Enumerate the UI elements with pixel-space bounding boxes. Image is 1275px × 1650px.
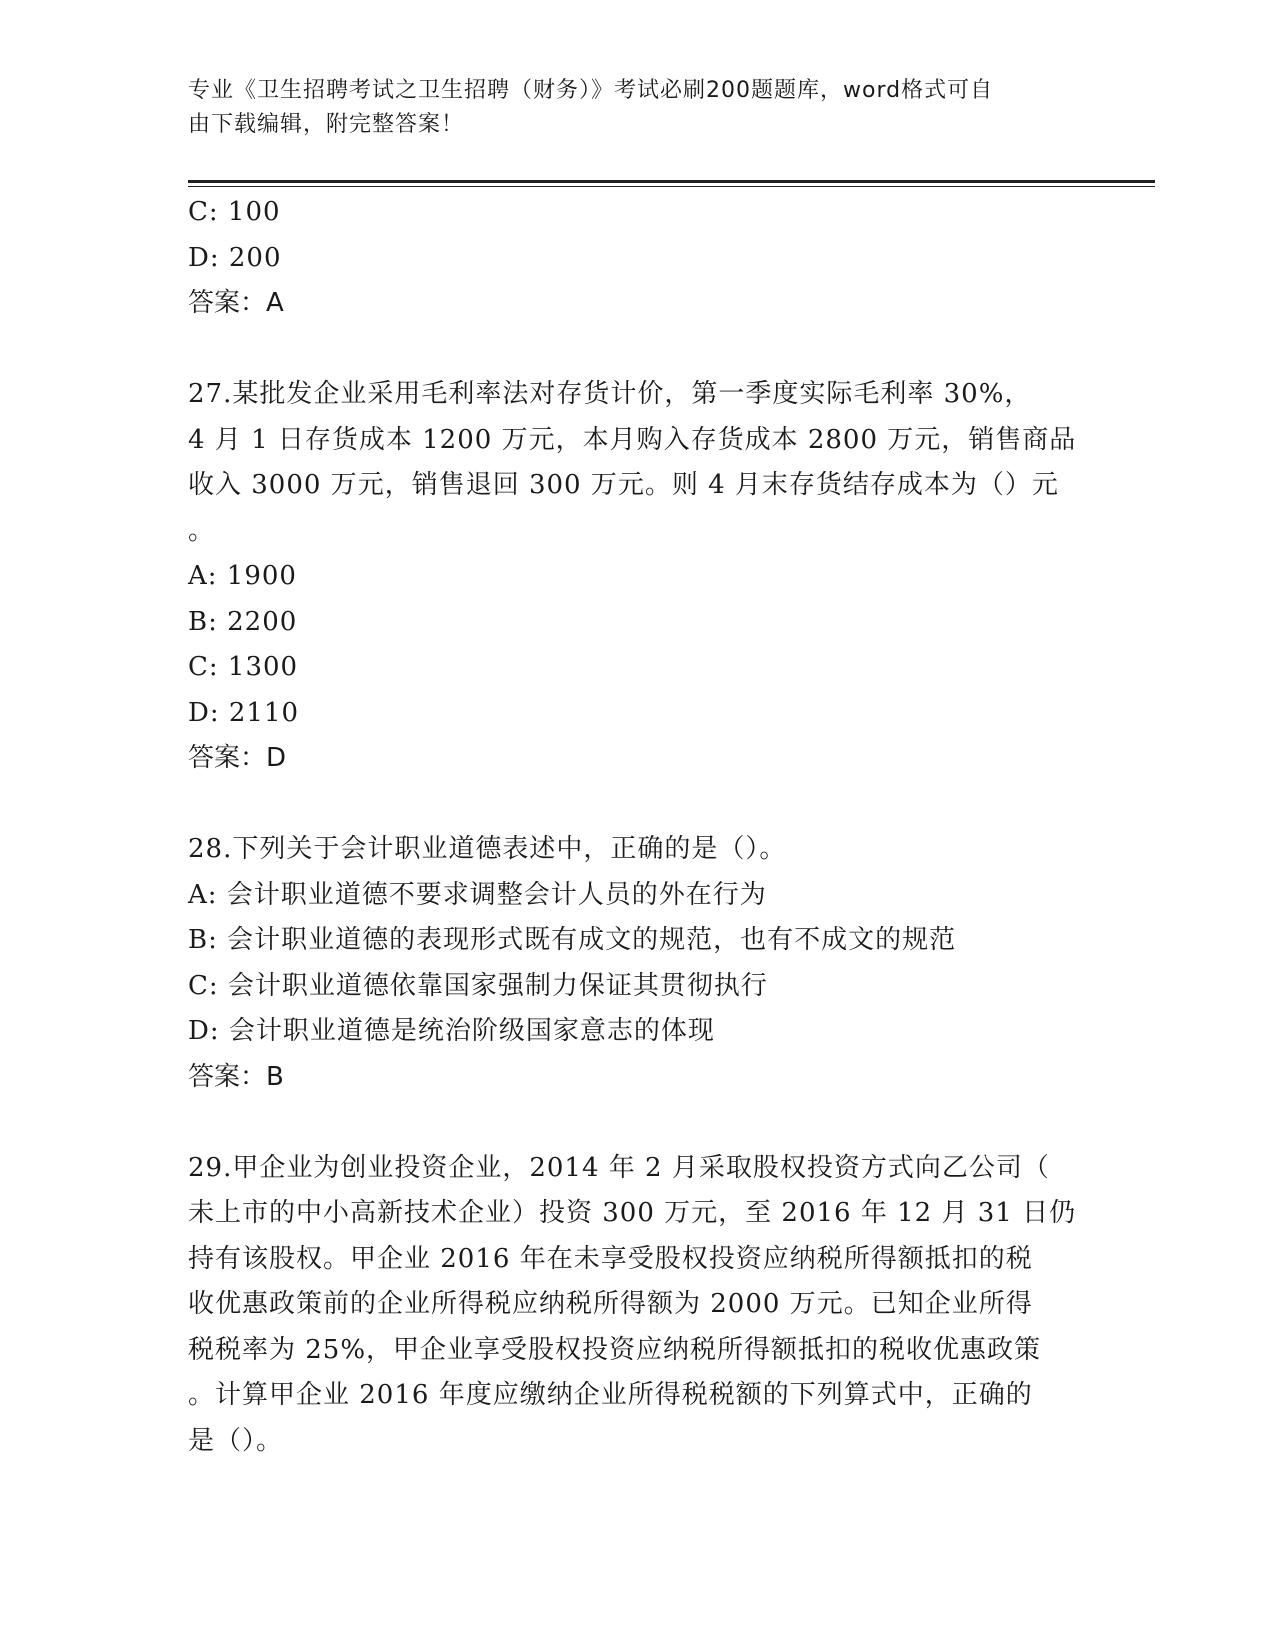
option-b: B: 2200 (188, 606, 298, 637)
spacer (188, 1100, 1088, 1146)
question-stem: 28.下列关于会计职业道德表述中，正确的是（）。 (188, 834, 787, 864)
question-stem-line: 4 月 1 日存货成本 1200 万元，本月购入存货成本 2800 万元，销售商品 (188, 424, 1077, 455)
header-divider-thin (188, 186, 1155, 187)
option-b: B: 会计职业道德的表现形式既有成文的规范，也有不成文的规范 (188, 925, 957, 955)
question-stem-line: 税税率为 25%，甲企业享受股权投资应纳税所得额抵扣的税收优惠政策 (188, 1334, 1042, 1365)
option-d: D: 200 (188, 242, 282, 273)
question-27 (188, 372, 1088, 782)
spacer (188, 327, 1088, 373)
option-c: C: 会计职业道德依靠国家强制力保证其贯彻执行 (188, 970, 768, 1001)
option-c: C: 1300 (188, 652, 299, 682)
option-a: A: 1900 (188, 561, 297, 591)
question-stem-line: 未上市的中小高新技术企业）投资 300 万元，至 2016 年 12 月 31 日仍 (188, 1198, 1077, 1228)
header-line-2: 由下载编辑，附完整答案！ (188, 112, 465, 137)
question-stem-line: 。 (188, 515, 216, 546)
question-stem-line: 27.某批发企业采用毛利率法对存货计价，第一季度实际毛利率 30%， (188, 379, 1032, 409)
question-stem-line: 持有该股权。甲企业 2016 年在未享受股权投资应纳税所得额抵扣的税 (188, 1243, 1033, 1274)
spacer (188, 782, 1088, 828)
option-c: C: 100 (188, 197, 281, 227)
option-d: D: 2110 (188, 697, 300, 728)
question-stem-line: 收优惠政策前的企业所得税应纳税所得额为 2000 万元。已知企业所得 (188, 1289, 1033, 1319)
document-body (188, 190, 1088, 1464)
answer-line: 答案：A (188, 288, 284, 318)
header-line-1: 专业《卫生招聘考试之卫生招聘（财务）》考试必刷200题题库，word格式可自 (188, 78, 994, 103)
question-stem-line: 收入 3000 万元，销售退回 300 万元。则 4 月末存货结存成本为（）元 (188, 470, 1059, 500)
header-divider-thick (188, 180, 1155, 183)
document-header (188, 74, 1068, 142)
option-a: A: 会计职业道德不要求调整会计人员的外在行为 (188, 879, 767, 910)
question-28 (188, 827, 1088, 1100)
question-stem-line: 29.甲企业为创业投资企业，2014 年 2 月采取股权投资方式向乙公司（ (188, 1152, 1050, 1183)
answer-line: 答案：B (188, 1061, 284, 1092)
option-d: D: 会计职业道德是统治阶级国家意志的体现 (188, 1016, 715, 1046)
question-stem-line: 是（）。 (188, 1425, 284, 1456)
question-stem-line: 。计算甲企业 2016 年度应缴纳企业所得税税额的下列算式中，正确的 (188, 1380, 1033, 1410)
answer-line: 答案：D (188, 743, 287, 773)
prev-question (188, 190, 1088, 327)
question-29 (188, 1146, 1088, 1465)
